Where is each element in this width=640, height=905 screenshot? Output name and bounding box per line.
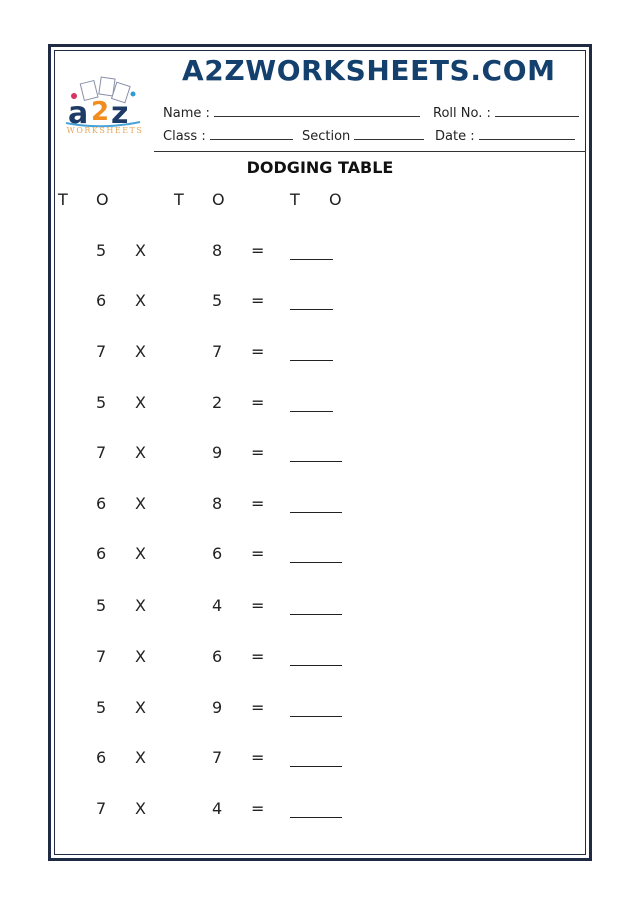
problem-row xyxy=(0,494,640,518)
date-blank[interactable] xyxy=(479,127,575,140)
a2z-logo xyxy=(62,76,146,136)
multiplicand: 5 xyxy=(96,393,107,412)
problem-row xyxy=(0,748,640,772)
multiplicand: 6 xyxy=(96,748,107,767)
equals-sign: = xyxy=(251,748,265,767)
times-sign: X xyxy=(135,342,146,361)
multiplicand: 6 xyxy=(96,544,107,563)
svg-text:a: a xyxy=(68,96,89,131)
multiplicand: 7 xyxy=(96,443,107,462)
multiplier: 2 xyxy=(212,393,223,412)
problem-row xyxy=(0,544,640,568)
svg-text:z: z xyxy=(111,96,129,131)
times-sign: X xyxy=(135,291,146,310)
equals-sign: = xyxy=(251,494,265,513)
multiplicand: 5 xyxy=(96,698,107,717)
equals-sign: = xyxy=(251,241,265,260)
col-head-ones-3: O xyxy=(329,190,342,209)
times-sign: X xyxy=(135,393,146,412)
name-label: Name : xyxy=(163,106,210,121)
equals-sign: = xyxy=(251,596,265,615)
times-sign: X xyxy=(135,596,146,615)
problem-row xyxy=(0,698,640,722)
svg-text:2: 2 xyxy=(91,97,110,127)
problem-row xyxy=(0,241,640,265)
times-sign: X xyxy=(135,544,146,563)
problem-row xyxy=(0,647,640,671)
answer-blank[interactable] xyxy=(290,241,333,260)
col-head-tens-2: T xyxy=(174,190,184,209)
worksheet-title: DODGING TABLE xyxy=(246,158,394,177)
multiplier: 4 xyxy=(212,596,223,615)
section-blank[interactable] xyxy=(354,127,424,140)
answer-blank[interactable] xyxy=(290,494,342,513)
problem-row xyxy=(0,342,640,366)
problem-row xyxy=(0,799,640,823)
class-field[interactable] xyxy=(163,127,293,144)
problem-row xyxy=(0,596,640,620)
equals-sign: = xyxy=(251,544,265,563)
class-label: Class : xyxy=(163,129,206,144)
site-title: A2ZWORKSHEETS.COM xyxy=(182,54,556,87)
answer-blank[interactable] xyxy=(290,698,342,717)
multiplicand: 5 xyxy=(96,241,107,260)
col-head-ones-2: O xyxy=(212,190,225,209)
multiplicand: 6 xyxy=(96,291,107,310)
equals-sign: = xyxy=(251,393,265,412)
roll-field[interactable] xyxy=(433,104,579,121)
equals-sign: = xyxy=(251,443,265,462)
name-blank[interactable] xyxy=(214,104,420,117)
date-label: Date : xyxy=(435,129,475,144)
times-sign: X xyxy=(135,698,146,717)
answer-blank[interactable] xyxy=(290,393,333,412)
times-sign: X xyxy=(135,241,146,260)
answer-blank[interactable] xyxy=(290,799,342,818)
equals-sign: = xyxy=(251,799,265,818)
multiplicand: 7 xyxy=(96,342,107,361)
times-sign: X xyxy=(135,748,146,767)
multiplicand: 6 xyxy=(96,494,107,513)
answer-blank[interactable] xyxy=(290,596,342,615)
date-field[interactable] xyxy=(435,127,575,144)
multiplier: 4 xyxy=(212,799,223,818)
logo-wordmark: WORKSHEETS xyxy=(66,126,144,135)
col-head-tens-3: T xyxy=(290,190,300,209)
multiplier: 7 xyxy=(212,342,223,361)
equals-sign: = xyxy=(251,647,265,666)
section-field[interactable] xyxy=(302,127,424,144)
answer-blank[interactable] xyxy=(290,291,333,310)
answer-blank[interactable] xyxy=(290,647,342,666)
multiplier: 9 xyxy=(212,698,223,717)
multiplier: 5 xyxy=(212,291,223,310)
roll-blank[interactable] xyxy=(495,104,579,117)
equals-sign: = xyxy=(251,698,265,717)
multiplier: 9 xyxy=(212,443,223,462)
multiplier: 6 xyxy=(212,647,223,666)
multiplier: 8 xyxy=(212,241,223,260)
problem-row xyxy=(0,443,640,467)
times-sign: X xyxy=(135,443,146,462)
class-blank[interactable] xyxy=(210,127,293,140)
times-sign: X xyxy=(135,494,146,513)
answer-blank[interactable] xyxy=(290,544,342,563)
equals-sign: = xyxy=(251,291,265,310)
answer-blank[interactable] xyxy=(290,443,342,462)
roll-label: Roll No. : xyxy=(433,106,491,121)
answer-blank[interactable] xyxy=(290,342,333,361)
multiplier: 7 xyxy=(212,748,223,767)
times-sign: X xyxy=(135,647,146,666)
problem-row xyxy=(0,291,640,315)
section-label: Section xyxy=(302,129,351,144)
answer-blank[interactable] xyxy=(290,748,342,767)
multiplier: 6 xyxy=(212,544,223,563)
header-divider xyxy=(154,151,586,152)
multiplier: 8 xyxy=(212,494,223,513)
multiplicand: 7 xyxy=(96,799,107,818)
equals-sign: = xyxy=(251,342,265,361)
col-head-ones-1: O xyxy=(96,190,109,209)
multiplicand: 5 xyxy=(96,596,107,615)
problem-row xyxy=(0,393,640,417)
multiplicand: 7 xyxy=(96,647,107,666)
times-sign: X xyxy=(135,799,146,818)
col-head-tens-1: T xyxy=(58,190,68,209)
name-field[interactable] xyxy=(163,104,420,121)
